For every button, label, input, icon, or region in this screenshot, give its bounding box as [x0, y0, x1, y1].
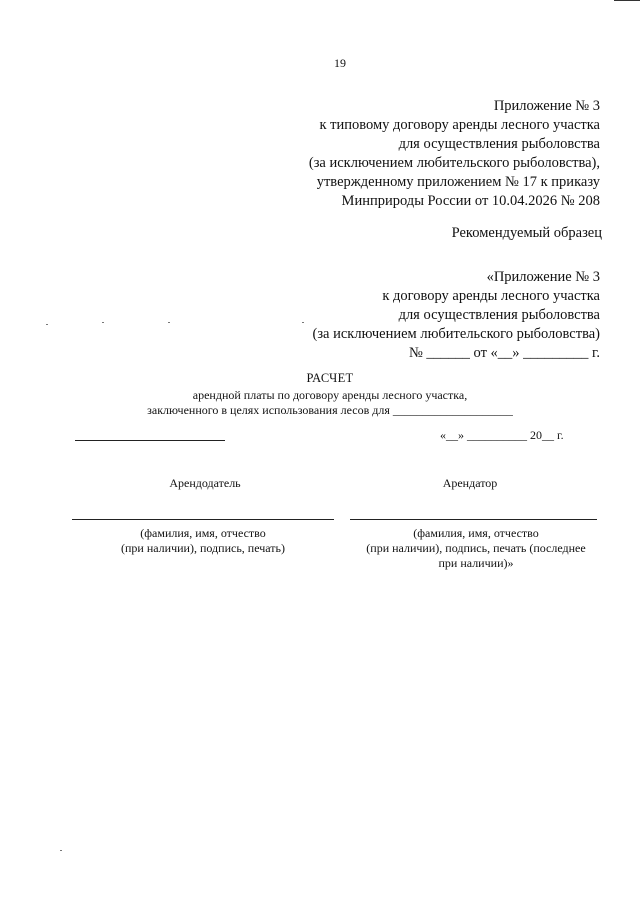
contract-appendix-line: к договору аренды лесного участка — [382, 288, 600, 304]
appendix-header-line: утвержденному приложением № 17 к приказу — [316, 174, 600, 190]
date-field: «__» __________ 20__ г. — [440, 428, 564, 442]
scan-speck — [46, 324, 48, 325]
page-number: 19 — [334, 56, 346, 70]
contract-appendix-header — [240, 268, 600, 363]
appendix-header — [240, 97, 600, 211]
appendix-header-line: для осуществления рыболовства — [398, 136, 600, 152]
contract-appendix-line: «Приложение № 3 — [486, 269, 600, 285]
calculation-title: РАСЧЕТ — [306, 371, 354, 385]
scan-speck — [302, 322, 304, 323]
appendix-header-line: Минприроды России от 10.04.2026 № 208 — [341, 193, 600, 209]
calculation-subtitle-line: заключенного в целях использования лесов для ____________________ — [147, 403, 513, 417]
lessee-label: Арендатор — [442, 476, 498, 490]
scan-speck — [102, 322, 104, 323]
contract-number-line: № ______ от «__» _________ г. — [408, 345, 600, 361]
appendix-header-line: (за исключением любительского рыболовства), — [308, 155, 600, 171]
calculation-title-block — [120, 371, 540, 419]
scan-edge-mark — [614, 0, 640, 1]
lessor-signature-line — [72, 519, 334, 520]
scan-speck — [60, 850, 62, 851]
caption-line: (фамилия, имя, отчество — [413, 526, 539, 540]
place-blank-line — [75, 440, 225, 441]
calculation-subtitle-line: арендной платы по договору аренды лесного участка, — [192, 387, 468, 402]
lessee-signature-line — [350, 519, 597, 520]
contract-appendix-line: (за исключением любительского рыболовства) — [312, 326, 600, 342]
caption-line: (при наличии), подпись, печать) — [120, 541, 285, 555]
lessee-signature-caption — [345, 526, 607, 571]
recommended-sample-label: Рекомендуемый образец — [451, 225, 602, 241]
appendix-header-line: Приложение № 3 — [493, 98, 600, 114]
caption-line: (фамилия, имя, отчество — [140, 526, 266, 540]
appendix-header-line: к типовому договору аренды лесного участка — [319, 117, 600, 133]
caption-line: при наличии)» — [438, 556, 514, 570]
contract-appendix-line: для осуществления рыболовства — [398, 307, 600, 323]
lessor-signature-caption — [72, 526, 334, 556]
lessor-label: Арендодатель — [169, 476, 241, 490]
caption-line: (при наличии), подпись, печать (последнее — [366, 541, 586, 555]
scan-speck — [168, 322, 170, 323]
